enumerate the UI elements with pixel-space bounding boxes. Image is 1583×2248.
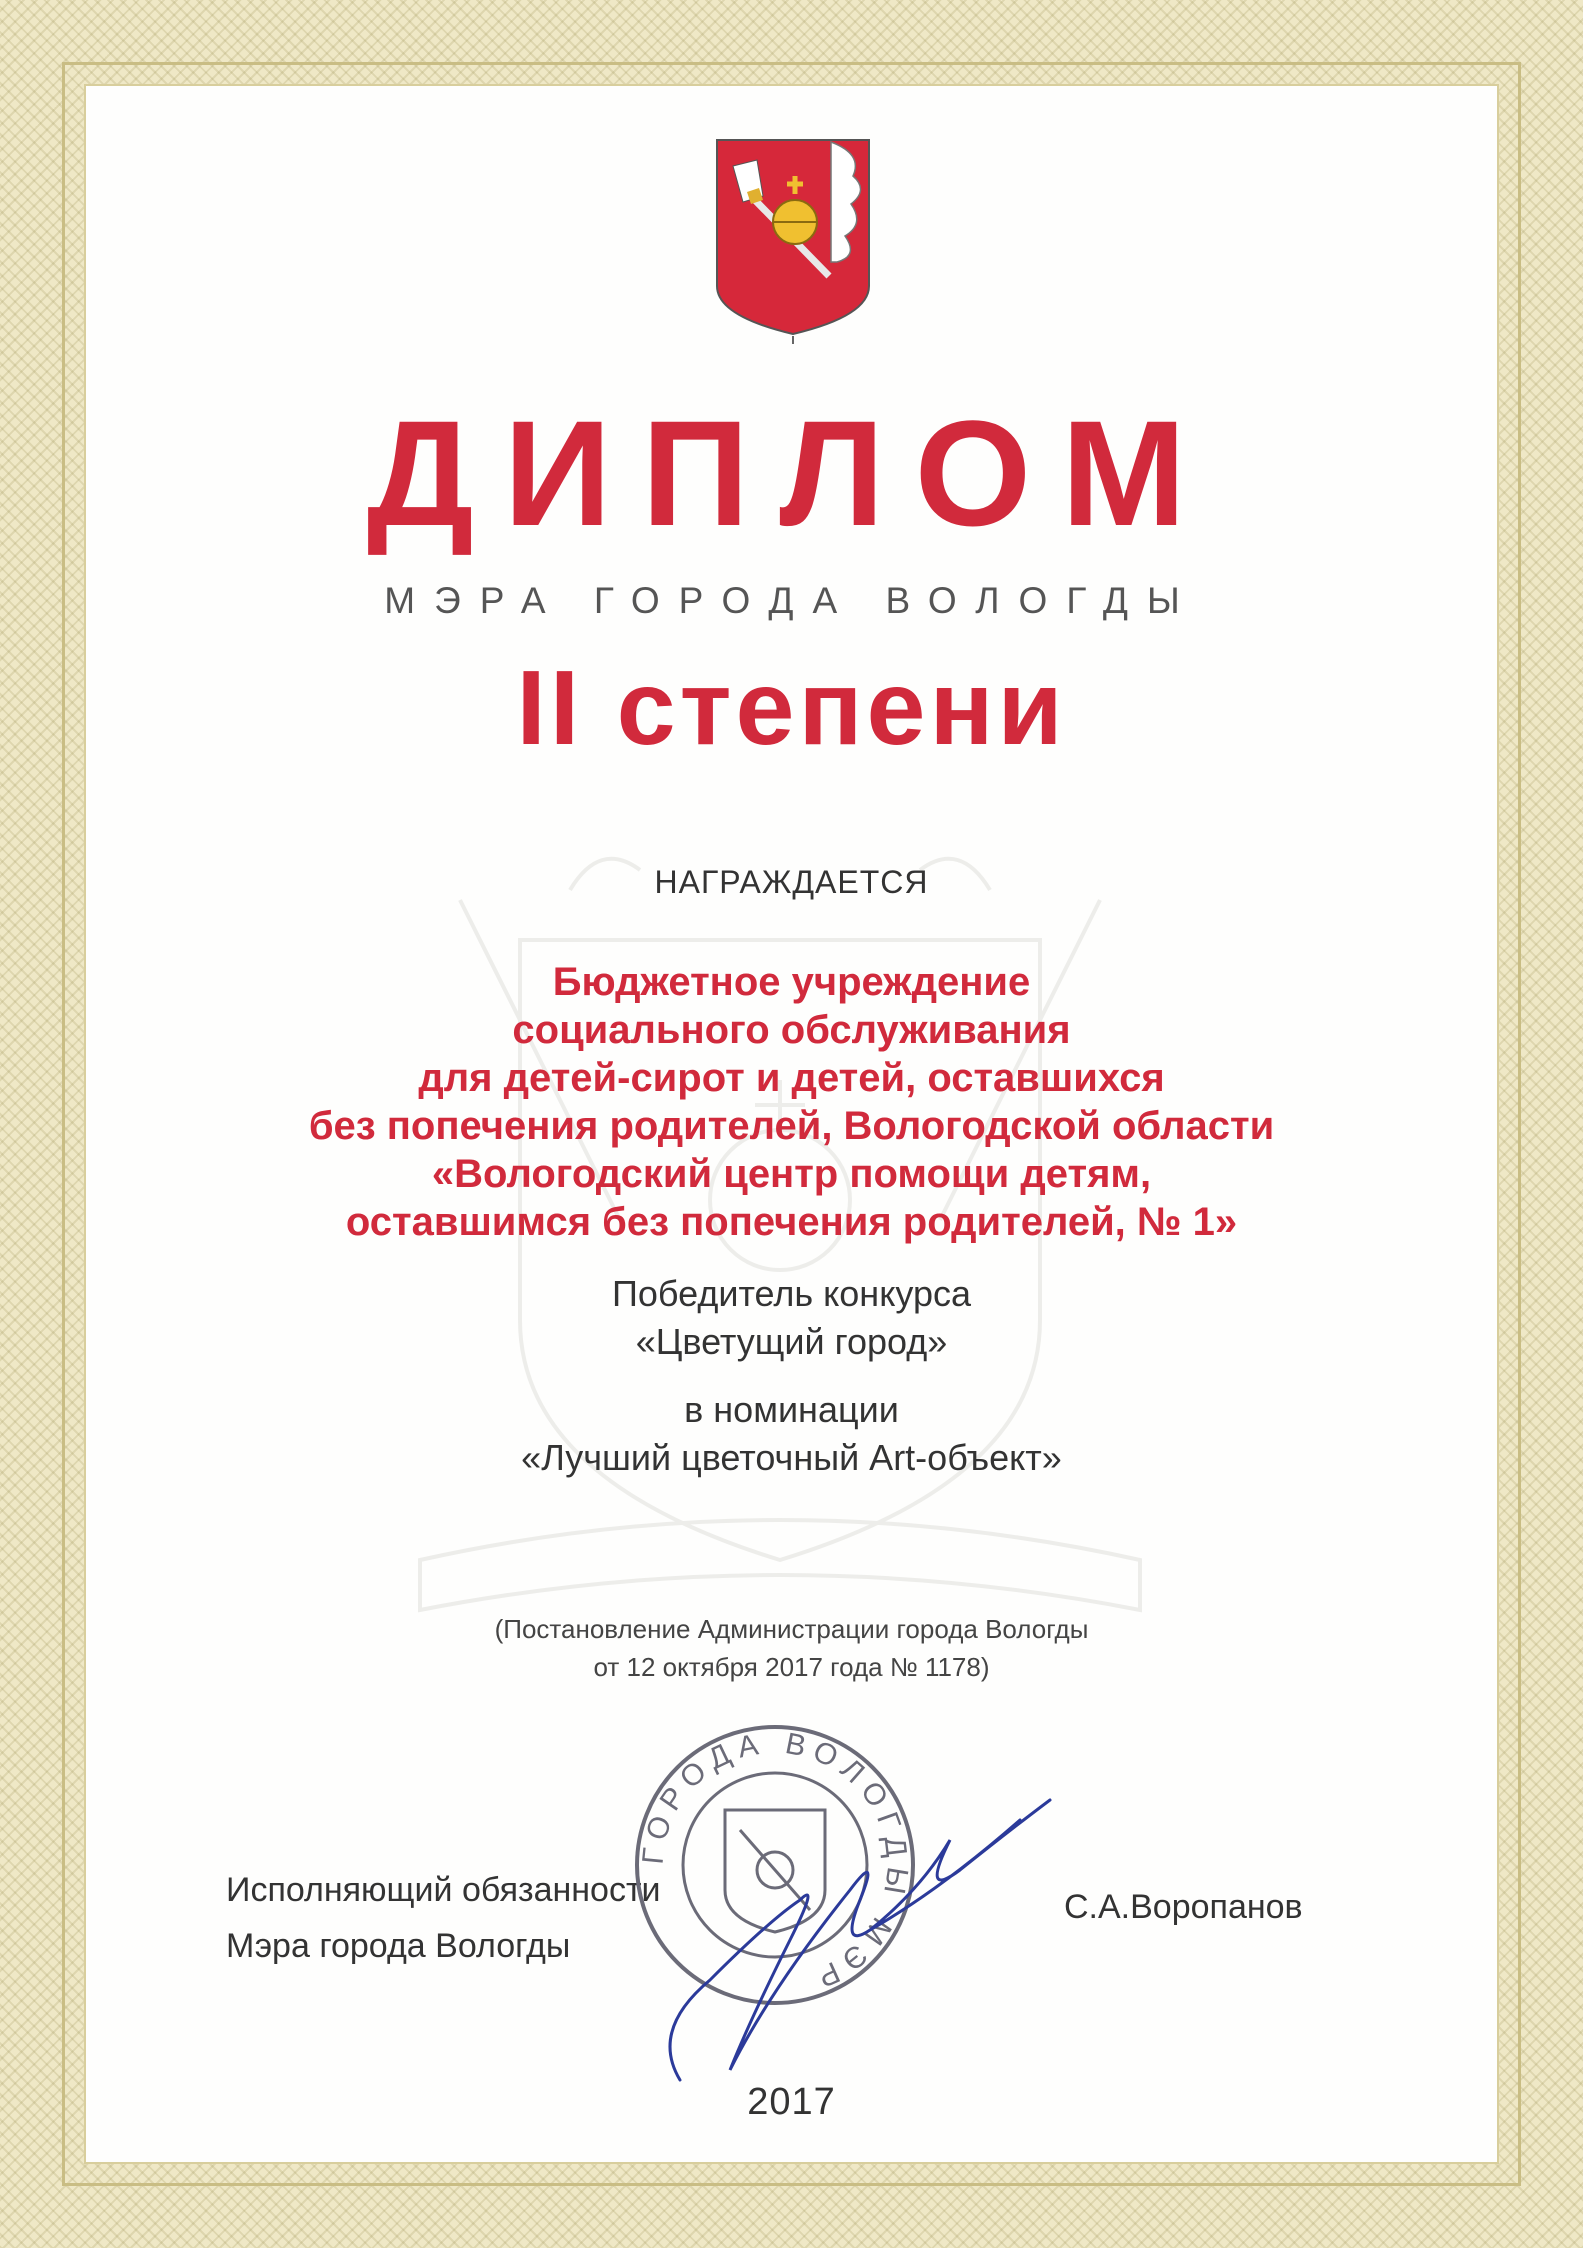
decree-line: (Постановление Администрации города Вологды (494, 1614, 1089, 1644)
contest-name: «Цветущий город» (635, 1321, 948, 1362)
contest-info (86, 1270, 1497, 1482)
organization-line: Бюджетное учреждение (552, 960, 1031, 1004)
diploma-title: ДИПЛОМ (366, 389, 1217, 557)
organization-line: оставшимся без попечения родителей, № 1» (345, 1200, 1238, 1244)
decree-line: от 12 октября 2017 года № 1178) (593, 1652, 990, 1682)
stamp-text: ГОРОДА ВОЛОГДЫ МЭР (636, 1726, 914, 1997)
contest-winner-line: Победитель конкурса (612, 1273, 971, 1314)
signatory-name: С.А.Воропанов (1064, 1888, 1303, 1926)
decree-reference (86, 1610, 1497, 1686)
handwritten-signature-icon (620, 1780, 1060, 2110)
signatory-title-line: Мэра города Вологды (226, 1927, 571, 1965)
diploma-degree: II степени (516, 649, 1067, 767)
vologda-coat-of-arms-icon (713, 136, 873, 346)
nomination-name: «Лучший цветочный Art-объект» (521, 1437, 1062, 1478)
organization-line: для детей-сирот и детей, оставшихся (418, 1056, 1165, 1100)
organization-name (86, 958, 1497, 1246)
nomination-line: в номинации (684, 1389, 899, 1430)
organization-line: без попечения родителей, Вологодской области (308, 1104, 1275, 1148)
diploma-subtitle: МЭРА ГОРОДА ВОЛОГДЫ (384, 580, 1199, 621)
awarded-label: НАГРАЖДАЕТСЯ (654, 864, 929, 900)
signatory-title (226, 1862, 661, 1974)
organization-line: «Вологодский центр помощи детям, (431, 1152, 1152, 1196)
diploma-year: 2017 (747, 2081, 836, 2123)
organization-line: социального обслуживания (512, 1008, 1071, 1052)
signatory-title-line: Исполняющий обязанности (226, 1871, 661, 1909)
